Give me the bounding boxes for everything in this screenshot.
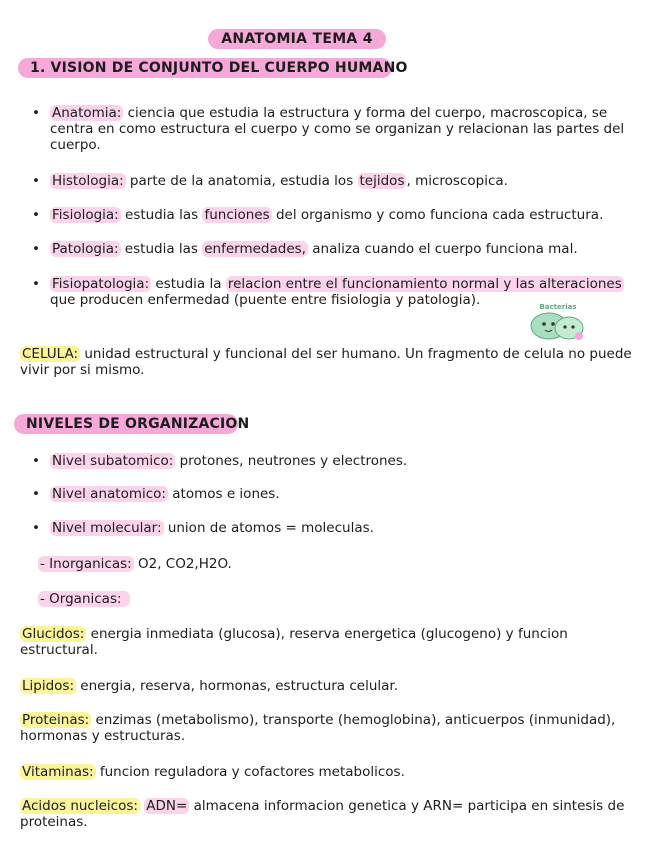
definition-patologia-end: analiza cuando el cuerpo funciona mal.	[307, 241, 578, 257]
celula-text: unidad estructural y funcional del ser humano. Un fragmento de celula no puede vivir por si mismo.	[20, 346, 632, 378]
bullet-dot: •	[32, 276, 40, 292]
celula-definition	[20, 346, 635, 378]
sticker-label: Bacterias	[539, 303, 577, 311]
inorganicas-line	[38, 556, 232, 572]
bullet-dot: •	[32, 520, 40, 536]
definition-histologia: parte de la anatomia, estudia los	[125, 173, 358, 189]
term-organicas: - Organicas:	[38, 591, 130, 607]
definition-fisiologia: estudia las	[120, 207, 203, 223]
term-vitaminas: Vitaminas:	[22, 764, 94, 780]
key-funciones: funciones	[204, 207, 270, 223]
bullet-patologia	[32, 241, 635, 257]
key-tejidos: tejidos	[359, 173, 405, 189]
glucidos-definition	[20, 626, 610, 658]
nivel-molecular-text: union de atomos = moleculas.	[163, 520, 374, 536]
key-relacion: relacion entre el funcionamiento normal y las alteraciones	[227, 276, 622, 292]
term-nivel-anatomico: Nivel anatomico:	[52, 486, 166, 502]
section-heading-1: 1. VISION DE CONJUNTO DEL CUERPO HUMANO	[18, 58, 392, 78]
term-celula: CELULA:	[22, 346, 79, 362]
bullet-dot: •	[32, 486, 40, 502]
bullet-nivel-anatomico	[32, 486, 635, 502]
bullet-dot: •	[32, 207, 40, 223]
term-proteinas: Proteinas:	[22, 712, 90, 728]
bullet-nivel-subatomico	[32, 453, 635, 469]
definition-fisiopatologia: estudia la	[151, 276, 226, 292]
definition-histologia-end: , microscopica.	[406, 173, 508, 189]
glucidos-text: energia inmediata (glucosa), reserva energetica (glucogeno) y funcion estructural.	[20, 626, 568, 658]
vitaminas-text: funcion reguladora y cofactores metabolicos.	[95, 764, 405, 780]
term-patologia: Patologia:	[52, 241, 119, 257]
key-adn: ADN=	[146, 798, 188, 814]
nivel-subatomico-text: protones, neutrones y electrones.	[175, 453, 408, 469]
bullet-nivel-molecular	[32, 520, 635, 536]
acidos-nucleicos-definition	[20, 798, 635, 830]
bullet-dot: •	[32, 453, 40, 469]
term-anatomia: Anatomia:	[52, 105, 122, 121]
term-fisiopatologia: Fisiopatologia:	[52, 276, 150, 292]
term-inorganicas: - Inorganicas:	[40, 556, 132, 572]
term-histologia: Histologia:	[52, 173, 124, 189]
definition-patologia: estudia las	[120, 241, 203, 257]
term-acidos-nucleicos: Acidos nucleicos:	[22, 798, 138, 814]
definition-anatomia: ciencia que estudia la estructura y forma del cuerpo, macroscopica, se centra en como estructura el cuerpo y como se organizan y relacionan las partes del cuerpo.	[50, 105, 625, 153]
definition-fisiopatologia-end: que producen enfermedad (puente entre fisiologia y patologia).	[50, 292, 481, 308]
bullet-dot: •	[32, 173, 40, 189]
bullet-dot: •	[32, 241, 40, 257]
page-title: ANATOMIA TEMA 4	[208, 29, 386, 49]
lipidos-definition	[20, 678, 610, 694]
lipidos-text: energia, reserva, hormonas, estructura celular.	[76, 678, 399, 694]
term-nivel-molecular: Nivel molecular:	[52, 520, 162, 536]
proteinas-definition	[20, 712, 635, 744]
term-lipidos: Lipidos:	[22, 678, 75, 694]
proteinas-text: enzimas (metabolismo), transporte (hemoglobina), anticuerpos (inmunidad), hormonas y estructuras.	[20, 712, 616, 744]
inorganicas-text: O2, CO2,H2O.	[133, 556, 232, 572]
term-fisiologia: Fisiologia:	[52, 207, 119, 223]
bullet-fisiologia	[32, 207, 635, 223]
bacteria-sticker	[527, 300, 589, 342]
vitaminas-definition	[20, 764, 610, 780]
key-enfermedades: enfermedades,	[204, 241, 306, 257]
organicas-line	[38, 591, 130, 607]
acidos-nucleicos-text-end: almacena informacion genetica y ARN= participa en sintesis de proteinas.	[20, 798, 625, 830]
nivel-anatomico-text: atomos e iones.	[167, 486, 280, 502]
term-glucidos: Glucidos:	[22, 626, 85, 642]
bullet-histologia	[32, 173, 635, 189]
definition-fisiologia-end: del organismo y como funciona cada estructura.	[271, 207, 604, 223]
section-heading-2: NIVELES DE ORGANIZACION	[14, 414, 238, 434]
term-nivel-subatomico: Nivel subatomico:	[52, 453, 174, 469]
bullet-dot: •	[32, 105, 40, 121]
bullet-anatomia	[32, 105, 635, 153]
bacteria-icon	[527, 300, 589, 342]
